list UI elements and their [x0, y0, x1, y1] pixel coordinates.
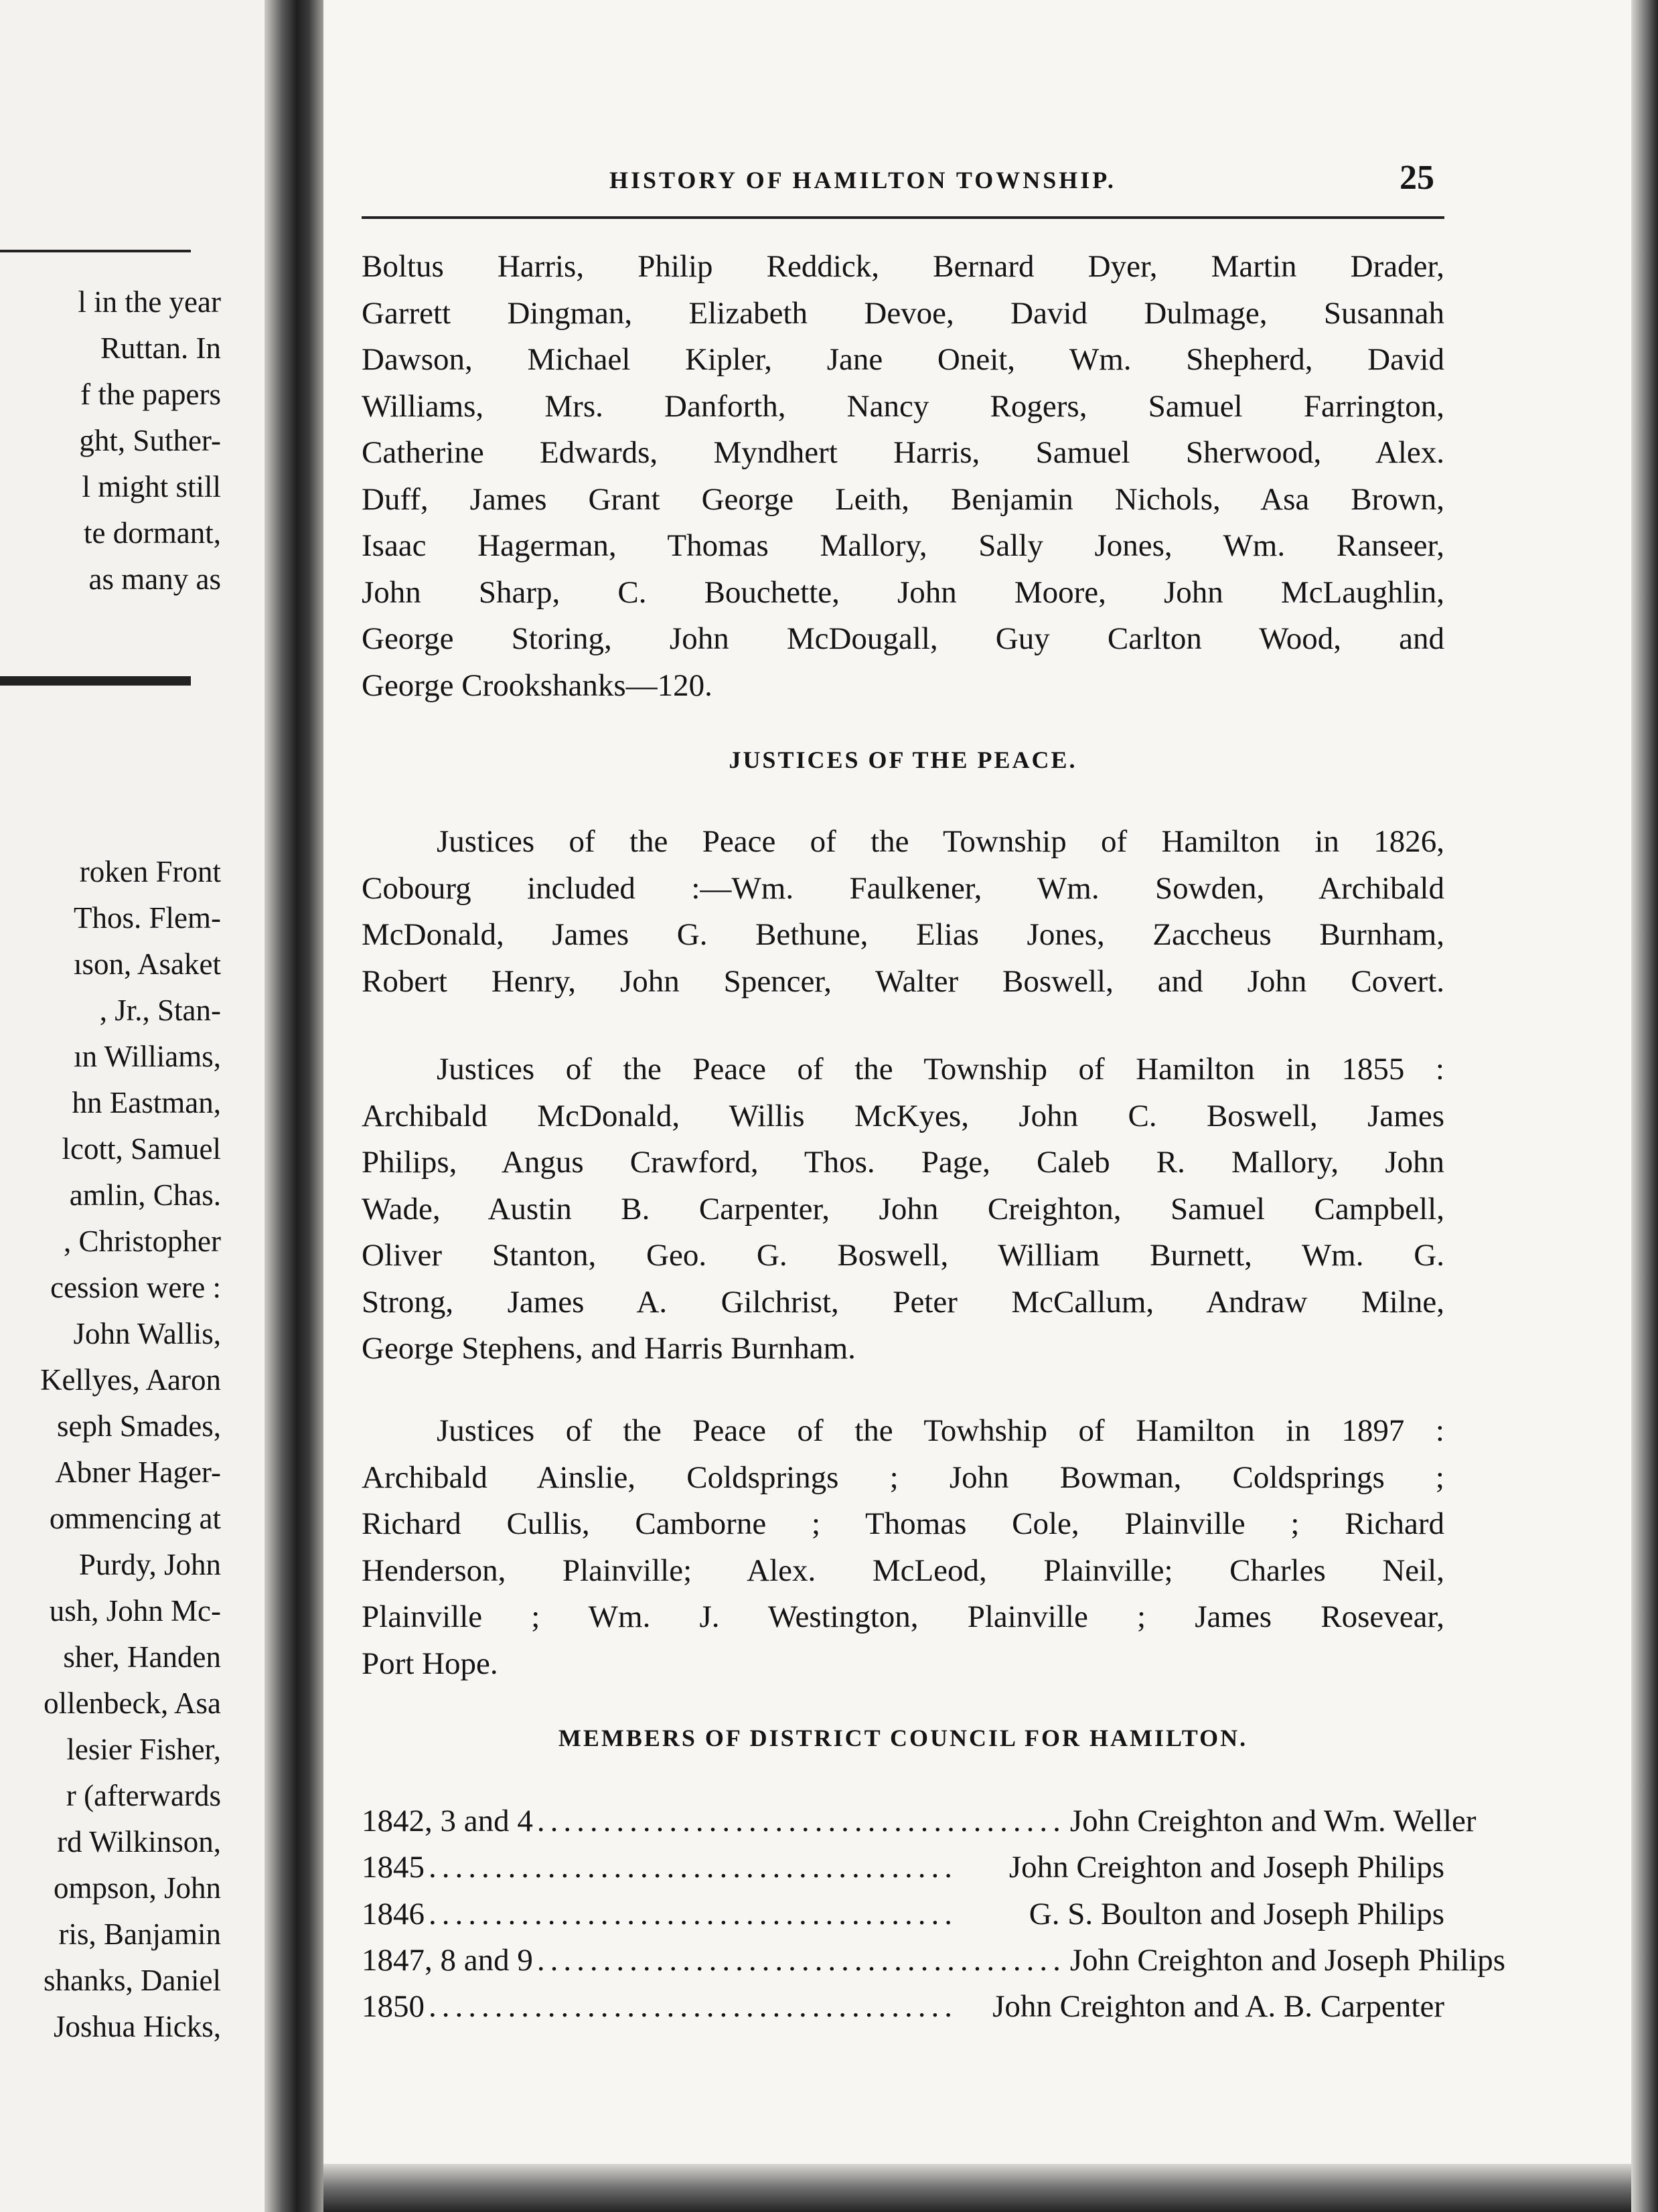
left-line: r (afterwards [66, 1779, 221, 1812]
left-line: amlin, Chas. [69, 1178, 221, 1212]
text-line: Wade, Austin B. Carpenter, John Creighton, Samuel Campbell, [362, 1191, 1444, 1227]
justices-1897-paragraph [362, 1408, 1444, 1687]
left-line: as many as [88, 562, 221, 596]
text-line: Catherine Edwards, Myndhert Harris, Samuel Sherwood, Alex. [362, 435, 1444, 470]
council-years: 1847, 8 and 9 [362, 1943, 533, 1978]
text-line: McDonald, James G. Bethune, Elias Jones, Zaccheus Burnham, [362, 917, 1444, 952]
leader-dots: ........................................ [429, 1989, 958, 2024]
text-line: Duff, James Grant George Leith, Benjamin Nichols, Asa Brown, [362, 481, 1444, 517]
leader-dots: ........................................ [536, 1804, 1066, 1838]
text-line: Robert Henry, John Spencer, Walter Boswell, and John Covert. [362, 963, 1444, 999]
text-line: Boltus Harris, Philip Reddick, Bernard Dyer, Martin Drader, [362, 249, 1444, 284]
text-line: Isaac Hagerman, Thomas Mallory, Sally Jones, Wm. Ranseer, [362, 528, 1444, 563]
left-line: ompson, John [53, 1871, 221, 1905]
left-line: , Jr., Stan- [99, 994, 221, 1027]
text-line: Philips, Angus Crawford, Thos. Page, Caleb R. Mallory, John [362, 1145, 1444, 1180]
left-line: Purdy, John [78, 1548, 221, 1581]
left-line: Thos. Flem- [74, 901, 221, 935]
council-row [362, 1938, 1506, 1984]
left-line: te dormant, [84, 516, 221, 550]
council-years: 1842, 3 and 4 [362, 1804, 533, 1838]
left-facing-page [0, 0, 265, 2212]
heading-justices: JUSTICES OF THE PEACE. [729, 746, 1077, 773]
text-line: Plainville ; Wm. J. Westington, Plainville ; James Rosevear, [362, 1599, 1444, 1634]
left-line: ıson, Asaket [74, 947, 221, 981]
left-line: ommencing at [49, 1502, 221, 1535]
left-line: l might still [82, 470, 221, 503]
text-line: Williams, Mrs. Danforth, Nancy Rogers, Samuel Farrington, [362, 388, 1444, 424]
text-line: Archibald McDonald, Willis McKyes, John C. Boswell, James [362, 1098, 1444, 1133]
page-edge-right [1631, 0, 1658, 2212]
council-members: John Creighton and Wm. Weller [1069, 1804, 1477, 1838]
text-line: Henderson, Plainville; Alex. McLeod, Plainville; Charles Neil, [362, 1553, 1444, 1588]
text-line: John Sharp, C. Bouchette, John Moore, John McLaughlin, [362, 574, 1444, 610]
text-line: Port Hope. [362, 1646, 498, 1681]
left-line: sher, Handen [63, 1640, 221, 1674]
left-page-text-bottom [0, 849, 221, 2050]
council-years: 1845 [362, 1850, 425, 1885]
text-line: George Storing, John McDougall, Guy Carlton Wood, and [362, 621, 1444, 656]
leader-dots: ........................................ [536, 1943, 1066, 1978]
text-line: Justices of the Peace of the Township of Hamilton in 1826, [437, 824, 1444, 859]
left-line: ght, Suther- [79, 424, 221, 457]
left-line: hn Eastman, [72, 1086, 221, 1119]
council-members: G. S. Boulton and Joseph Philips [1029, 1897, 1444, 1931]
text-line: Garrett Dingman, Elizabeth Devoe, David Dulmage, Susannah [362, 295, 1444, 331]
council-row [362, 1798, 1477, 1844]
left-line: lesier Fisher, [66, 1733, 221, 1766]
left-line: Joshua Hicks, [54, 2010, 221, 2043]
justices-1826-paragraph [362, 819, 1444, 1005]
council-row [362, 1844, 1444, 1891]
text-line: Justices of the Peace of the Township of Hamilton in 1855 : [437, 1052, 1444, 1087]
header-rule [362, 216, 1444, 219]
page-edge-bottom [323, 2164, 1631, 2212]
heading-council: MEMBERS OF DISTRICT COUNCIL FOR HAMILTON. [558, 1725, 1248, 1751]
text-line: Archibald Ainslie, Coldsprings ; John Bowman, Coldsprings ; [362, 1459, 1444, 1495]
text-line: Cobourg included :—Wm. Faulkener, Wm. Sowden, Archibald [362, 870, 1444, 906]
leader-dots: ........................................ [429, 1897, 958, 1931]
text-line: George Stephens, and Harris Burnham. [362, 1331, 856, 1366]
text-line: George Crookshanks—120. [362, 667, 712, 703]
left-line: seph Smades, [57, 1409, 221, 1443]
left-line: rd Wilkinson, [57, 1825, 221, 1859]
book-gutter [265, 0, 323, 2212]
names-paragraph [362, 244, 1444, 709]
left-line: lcott, Samuel [62, 1132, 221, 1166]
left-page-text-top [0, 279, 221, 603]
council-members: John Creighton and Joseph Philips [1069, 1943, 1506, 1978]
council-years: 1846 [362, 1897, 425, 1931]
text-line: Richard Cullis, Camborne ; Thomas Cole, Plainville ; Richard [362, 1506, 1444, 1541]
council-members: John Creighton and A. B. Carpenter [992, 1989, 1444, 2024]
left-line: l in the year [78, 285, 221, 319]
left-line: John Wallis, [73, 1317, 221, 1350]
text-line: Oliver Stanton, Geo. G. Boswell, William Burnett, Wm. G. [362, 1238, 1444, 1273]
council-row [362, 1891, 1444, 1938]
text-line: Justices of the Peace of the Towhship of Hamilton in 1897 : [437, 1413, 1444, 1448]
left-line: Abner Hager- [55, 1455, 221, 1489]
page-number: 25 [1400, 159, 1434, 197]
council-years: 1850 [362, 1989, 425, 2024]
text-line: Strong, James A. Gilchrist, Peter McCallum, Andraw Milne, [362, 1284, 1444, 1320]
left-line: ollenbeck, Asa [44, 1686, 221, 1720]
left-line: shanks, Daniel [44, 1964, 221, 1997]
left-line: Ruttan. In [100, 331, 221, 365]
left-page-rule [0, 250, 191, 252]
left-line: ın Williams, [74, 1040, 221, 1073]
council-members: John Creighton and Joseph Philips [1008, 1850, 1444, 1885]
left-line: , Christopher [64, 1224, 221, 1258]
leader-dots: ........................................ [429, 1850, 958, 1885]
left-line: f the papers [80, 378, 221, 411]
left-line: roken Front [79, 855, 221, 888]
justices-1855-paragraph [362, 1046, 1444, 1372]
text-line: Dawson, Michael Kipler, Jane Oneit, Wm. Shepherd, David [362, 342, 1444, 377]
left-line: Kellyes, Aaron [40, 1363, 221, 1397]
left-page-thick-rule [0, 676, 191, 686]
running-head: HISTORY OF HAMILTON TOWNSHIP. [609, 167, 1116, 193]
left-line: ris, Banjamin [58, 1917, 221, 1951]
left-line: cession were : [50, 1271, 221, 1304]
council-row [362, 1984, 1444, 2030]
left-line: ush, John Mc- [49, 1594, 221, 1628]
